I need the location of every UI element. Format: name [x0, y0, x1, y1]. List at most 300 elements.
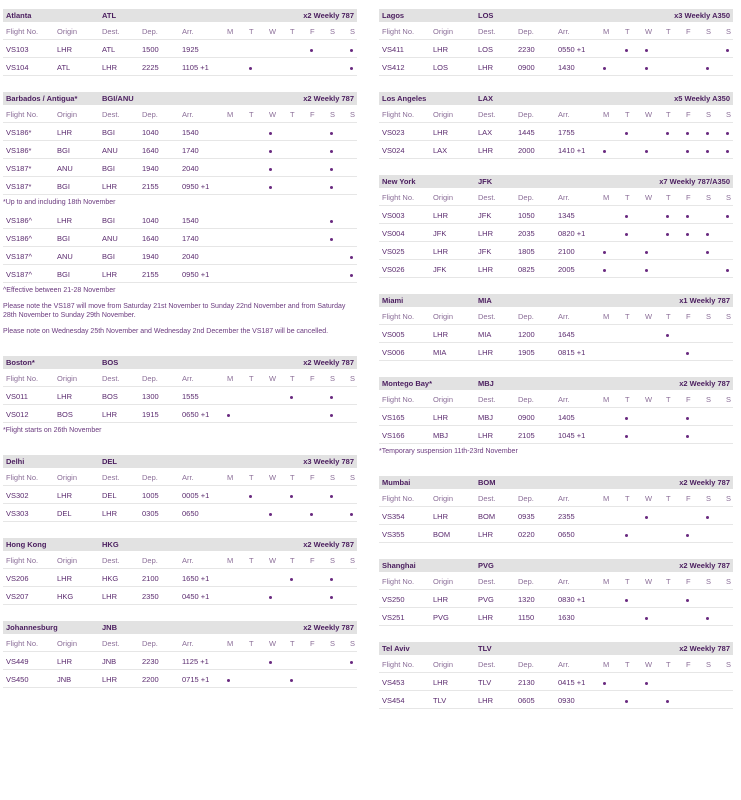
flight-number: VS355 [382, 530, 405, 539]
operating-day-dot [726, 128, 729, 137]
route-city: Miami [382, 296, 404, 305]
flight-origin: ATL [57, 63, 71, 72]
col-day-thu: T [666, 577, 671, 586]
flight-dep: 0825 [518, 265, 535, 274]
route-frequency: x2 Weekly 787 [303, 540, 354, 549]
dot-icon [350, 513, 353, 516]
col-day-mon: M [227, 27, 234, 36]
dot-icon [330, 238, 333, 241]
col-day-sun: S [726, 577, 732, 586]
flight-row [3, 177, 357, 195]
flight-row [379, 40, 733, 58]
flight-number: VS454 [382, 696, 405, 705]
flight-dep: 2035 [518, 229, 535, 238]
col-dep: Dep. [142, 110, 158, 119]
dot-icon [686, 233, 689, 236]
flight-dest: HKG [102, 574, 119, 583]
col-flight-no: Flight No. [6, 374, 39, 383]
route-airport-code: LOS [478, 11, 494, 20]
route-block [379, 294, 733, 361]
flight-arr: 0650 [182, 509, 199, 518]
operating-day-dot [290, 675, 293, 684]
col-day-sat: S [330, 556, 336, 565]
route-block [379, 476, 733, 543]
dot-icon [330, 596, 333, 599]
dot-icon [603, 269, 606, 272]
col-dest: Dest. [478, 494, 496, 503]
route-airport-code: JFK [478, 177, 493, 186]
dot-icon [666, 132, 669, 135]
col-dep: Dep. [142, 556, 158, 565]
flight-arr: 0820 +1 [558, 229, 586, 238]
flight-arr: 1645 [558, 330, 575, 339]
dot-icon [625, 49, 628, 52]
column-header-row [379, 105, 733, 123]
flight-dest: ANU [102, 234, 118, 243]
col-dest: Dest. [478, 395, 496, 404]
operating-day-dot [726, 146, 729, 155]
route-city: Boston* [6, 358, 35, 367]
operating-day-dot [269, 128, 272, 137]
flight-origin: LHR [433, 595, 449, 604]
operating-day-dot [603, 678, 606, 687]
route-airport-code: BOM [478, 478, 496, 487]
col-day-thu: T [290, 473, 295, 482]
col-arr: Arr. [182, 639, 194, 648]
dot-icon [603, 251, 606, 254]
operating-day-dot [625, 211, 628, 220]
flight-dep: 0900 [518, 63, 535, 72]
column-header-row [379, 307, 733, 325]
col-dest: Dest. [478, 27, 496, 36]
flight-dest: LHR [102, 63, 118, 72]
dot-icon [350, 67, 353, 70]
operating-day-dot [603, 63, 606, 72]
route-city: Lagos [382, 11, 405, 20]
route-city: Los Angeles [382, 94, 427, 103]
dot-icon [330, 220, 333, 223]
flight-arr: 1540 [182, 128, 199, 137]
col-day-mon: M [227, 639, 234, 648]
flight-dest: DEL [102, 491, 117, 500]
flight-dep: 1150 [518, 613, 535, 622]
flight-dest: BOM [478, 512, 496, 521]
route-frequency: x2 Weekly 787 [679, 478, 730, 487]
col-day-sun: S [726, 110, 732, 119]
operating-day-dot [269, 146, 272, 155]
operating-day-dot [686, 128, 689, 137]
flight-arr: 1430 [558, 63, 575, 72]
route-block [3, 621, 357, 688]
flight-origin: BGI [57, 146, 70, 155]
route-frequency: x2 Weekly 787 [303, 11, 354, 20]
flight-arr: 1630 [558, 613, 575, 622]
col-dep: Dep. [518, 577, 534, 586]
flight-row [379, 608, 733, 626]
operating-day-dot [330, 234, 333, 243]
col-day-thu: T [290, 110, 295, 119]
flight-origin: PVG [433, 613, 449, 622]
flight-dest: LHR [478, 431, 494, 440]
column-header-row [379, 572, 733, 590]
dot-icon [330, 150, 333, 153]
flight-origin: DEL [57, 509, 72, 518]
col-dest: Dest. [102, 110, 120, 119]
col-flight-no: Flight No. [6, 110, 39, 119]
route-groups [3, 468, 357, 522]
flight-dest: BOS [102, 392, 118, 401]
col-day-fri: F [686, 27, 691, 36]
flight-dest: LHR [478, 696, 494, 705]
flight-dep: 1640 [142, 146, 159, 155]
route-city: Shanghai [382, 561, 416, 570]
flight-number: VS412 [382, 63, 405, 72]
operating-day-dot [290, 392, 293, 401]
col-day-sat: S [330, 110, 336, 119]
col-day-mon: M [227, 556, 234, 565]
route-city: Tel Aviv [382, 644, 410, 653]
operating-day-dot [350, 657, 353, 666]
flight-row [3, 504, 357, 522]
operating-day-dot [227, 410, 230, 419]
col-day-thu: T [666, 110, 671, 119]
col-day-mon: M [603, 193, 610, 202]
dot-icon [290, 578, 293, 581]
dot-icon [330, 396, 333, 399]
operating-day-dot [625, 45, 628, 54]
col-origin: Origin [57, 27, 78, 36]
col-origin: Origin [57, 374, 78, 383]
column-header-row [3, 105, 357, 123]
route-city: Johannesburg [6, 623, 58, 632]
col-flight-no: Flight No. [6, 639, 39, 648]
col-day-thu: T [290, 27, 295, 36]
col-dest: Dest. [102, 27, 120, 36]
col-dest: Dest. [478, 312, 496, 321]
col-day-tue: T [249, 27, 254, 36]
flight-dep: 0305 [142, 509, 159, 518]
schedule-note: Please note on Wednesday 25th November and Wednesday 2nd December the VS187 will be cancelled. [3, 328, 329, 335]
flight-row [3, 229, 357, 247]
col-dest: Dest. [102, 556, 120, 565]
col-day-thu: T [666, 312, 671, 321]
dot-icon [726, 132, 729, 135]
flight-dep: 1640 [142, 234, 159, 243]
operating-day-dot [350, 45, 353, 54]
dot-icon [330, 495, 333, 498]
flight-origin: LOS [433, 63, 449, 72]
flight-row [3, 387, 357, 405]
dot-icon [290, 396, 293, 399]
operating-day-dot [249, 63, 252, 72]
col-day-tue: T [249, 556, 254, 565]
flight-row [379, 141, 733, 159]
operating-day-dot [269, 657, 272, 666]
col-dest: Dest. [478, 110, 496, 119]
dot-icon [227, 414, 230, 417]
col-flight-no: Flight No. [382, 494, 415, 503]
flight-arr: 0930 [558, 696, 575, 705]
flight-row [379, 343, 733, 361]
flight-dep: 2000 [518, 146, 535, 155]
flight-arr: 0950 +1 [182, 182, 210, 191]
col-day-sat: S [330, 473, 336, 482]
flight-number: VS023 [382, 128, 405, 137]
flight-dest: MIA [478, 330, 492, 339]
operating-day-dot [686, 431, 689, 440]
dot-icon [686, 599, 689, 602]
route-header [379, 377, 733, 390]
col-dep: Dep. [518, 660, 534, 669]
col-dep: Dep. [142, 374, 158, 383]
dot-icon [666, 700, 669, 703]
col-day-fri: F [686, 494, 691, 503]
flight-number: VS251 [382, 613, 405, 622]
flight-row [3, 486, 357, 504]
dot-icon [645, 269, 648, 272]
col-day-tue: T [249, 639, 254, 648]
flight-origin: JFK [433, 265, 447, 274]
dot-icon [227, 679, 230, 682]
operating-day-dot [645, 512, 648, 521]
col-day-fri: F [686, 660, 691, 669]
route-frequency: x2 Weekly 787 [679, 379, 730, 388]
operating-day-dot [666, 229, 669, 238]
flight-dest: LHR [102, 410, 118, 419]
route-frequency: x2 Weekly 787 [679, 561, 730, 570]
flight-row [3, 58, 357, 76]
col-flight-no: Flight No. [382, 193, 415, 202]
operating-day-dot [603, 247, 606, 256]
column-header-row [379, 22, 733, 40]
operating-day-dot [330, 491, 333, 500]
dot-icon [645, 682, 648, 685]
col-day-tue: T [625, 312, 630, 321]
flight-origin: LHR [57, 216, 73, 225]
col-day-sat: S [330, 27, 336, 36]
flight-number: VS186* [6, 128, 32, 137]
col-day-mon: M [603, 395, 610, 404]
schedule-note: *Temporary suspension 11th-23rd November [379, 448, 518, 455]
col-day-wed: W [645, 395, 653, 404]
route-block [3, 92, 357, 340]
flight-row [379, 507, 733, 525]
flight-origin: LHR [433, 211, 449, 220]
operating-day-dot [686, 595, 689, 604]
col-day-mon: M [227, 473, 234, 482]
flight-dep: 2100 [142, 574, 159, 583]
route-block [379, 377, 733, 460]
col-dep: Dep. [518, 110, 534, 119]
flight-origin: ANU [57, 252, 73, 261]
flight-origin: JFK [433, 229, 447, 238]
operating-day-dot [625, 229, 628, 238]
flight-row [379, 242, 733, 260]
flight-dest: LHR [478, 530, 494, 539]
dot-icon [269, 132, 272, 135]
col-day-sun: S [726, 312, 732, 321]
col-flight-no: Flight No. [382, 395, 415, 404]
flight-number: VS186^ [6, 234, 33, 243]
col-arr: Arr. [558, 110, 570, 119]
route-airport-code: LAX [478, 94, 493, 103]
flight-dep: 0900 [518, 413, 535, 422]
dot-icon [310, 513, 313, 516]
dot-icon [269, 150, 272, 153]
flight-number: VS302 [6, 491, 29, 500]
operating-day-dot [686, 413, 689, 422]
flight-arr: 1405 [558, 413, 575, 422]
col-day-thu: T [666, 660, 671, 669]
flight-arr: 0450 +1 [182, 592, 210, 601]
flight-arr: 1410 +1 [558, 146, 586, 155]
flight-arr: 1740 [182, 234, 199, 243]
col-origin: Origin [433, 27, 454, 36]
flight-origin: LHR [433, 413, 449, 422]
col-day-fri: F [310, 110, 315, 119]
operating-day-dot [645, 45, 648, 54]
flight-dest: LHR [478, 348, 494, 357]
flight-arr: 1650 +1 [182, 574, 210, 583]
flight-dep: 2105 [518, 431, 535, 440]
operating-day-dot [625, 431, 628, 440]
flight-dep: 2155 [142, 270, 159, 279]
dot-icon [330, 186, 333, 189]
flight-arr: 1755 [558, 128, 575, 137]
flight-number: VS024 [382, 146, 405, 155]
col-day-sun: S [350, 374, 356, 383]
flight-origin: LHR [433, 128, 449, 137]
route-block [3, 538, 357, 605]
schedule-note: *Up to and including 18th November [3, 199, 116, 206]
col-day-mon: M [603, 110, 610, 119]
col-day-sat: S [706, 577, 712, 586]
operating-day-dot [686, 530, 689, 539]
route-city: Hong Kong [6, 540, 47, 549]
flight-dep: 2200 [142, 675, 159, 684]
flight-number: VS165 [382, 413, 405, 422]
operating-day-dot [645, 247, 648, 256]
flight-dest: TLV [478, 678, 492, 687]
dot-icon [706, 150, 709, 153]
flight-row [379, 590, 733, 608]
col-day-fri: F [686, 110, 691, 119]
route-frequency: x2 Weekly 787 [303, 94, 354, 103]
dot-icon [686, 150, 689, 153]
col-origin: Origin [57, 639, 78, 648]
flight-dep: 0220 [518, 530, 535, 539]
flight-row [3, 670, 357, 688]
flight-number: VS450 [6, 675, 29, 684]
flight-origin: LHR [57, 45, 73, 54]
col-dep: Dep. [518, 193, 534, 202]
flight-origin: MBJ [433, 431, 448, 440]
flight-origin: BGI [57, 234, 70, 243]
dot-icon [625, 215, 628, 218]
col-origin: Origin [433, 494, 454, 503]
col-day-fri: F [310, 473, 315, 482]
flight-origin: LAX [433, 146, 448, 155]
flight-row [379, 260, 733, 278]
route-block [379, 642, 733, 709]
flight-arr: 1925 [182, 45, 199, 54]
column-header-row [379, 390, 733, 408]
dot-icon [686, 352, 689, 355]
col-day-wed: W [269, 27, 277, 36]
operating-day-dot [726, 211, 729, 220]
flight-origin: BOM [433, 530, 451, 539]
col-day-fri: F [310, 556, 315, 565]
operating-day-dot [706, 512, 709, 521]
flight-dest: LHR [102, 182, 118, 191]
flight-dep: 1915 [142, 410, 159, 419]
flight-origin: BGI [57, 270, 70, 279]
flight-arr: 0550 +1 [558, 45, 586, 54]
flight-dest: JFK [478, 211, 492, 220]
flight-origin: LHR [57, 491, 73, 500]
dot-icon [645, 251, 648, 254]
dot-icon [269, 513, 272, 516]
operating-day-dot [350, 509, 353, 518]
flight-number: VS012 [6, 410, 29, 419]
dot-icon [666, 215, 669, 218]
flight-dest: BGI [102, 252, 115, 261]
col-flight-no: Flight No. [382, 660, 415, 669]
dot-icon [290, 679, 293, 682]
col-day-sun: S [350, 639, 356, 648]
col-flight-no: Flight No. [382, 110, 415, 119]
flight-dep: 2230 [518, 45, 535, 54]
operating-day-dot [269, 182, 272, 191]
route-frequency: x7 Weekly 787/A350 [659, 177, 730, 186]
flight-dep: 1300 [142, 392, 159, 401]
flight-number: VS187^ [6, 270, 33, 279]
operating-day-dot [350, 252, 353, 261]
column-header-row [3, 634, 357, 652]
dot-icon [310, 49, 313, 52]
operating-day-dot [706, 63, 709, 72]
route-city: Barbados / Antigua* [6, 94, 78, 103]
flight-dest: ANU [102, 146, 118, 155]
operating-day-dot [625, 128, 628, 137]
col-day-thu: T [290, 639, 295, 648]
flight-row [3, 141, 357, 159]
route-header [379, 642, 733, 655]
route-groups [379, 572, 733, 626]
operating-day-dot [330, 574, 333, 583]
flight-row [379, 58, 733, 76]
flight-arr: 2100 [558, 247, 575, 256]
dot-icon [269, 596, 272, 599]
col-day-sun: S [726, 660, 732, 669]
flight-dep: 0935 [518, 512, 535, 521]
col-day-fri: F [686, 193, 691, 202]
flight-origin: BGI [57, 182, 70, 191]
flight-origin: LHR [433, 512, 449, 521]
route-frequency: x2 Weekly 787 [303, 358, 354, 367]
dot-icon [706, 233, 709, 236]
flight-number: VS411 [382, 45, 404, 54]
route-airport-code: BGI/ANU [102, 94, 134, 103]
flight-dep: 2130 [518, 678, 535, 687]
dot-icon [350, 49, 353, 52]
flight-number: VS006 [382, 348, 405, 357]
col-day-tue: T [249, 374, 254, 383]
flight-row [379, 206, 733, 224]
dot-icon [706, 516, 709, 519]
column-header-row [3, 22, 357, 40]
col-day-mon: M [603, 27, 610, 36]
